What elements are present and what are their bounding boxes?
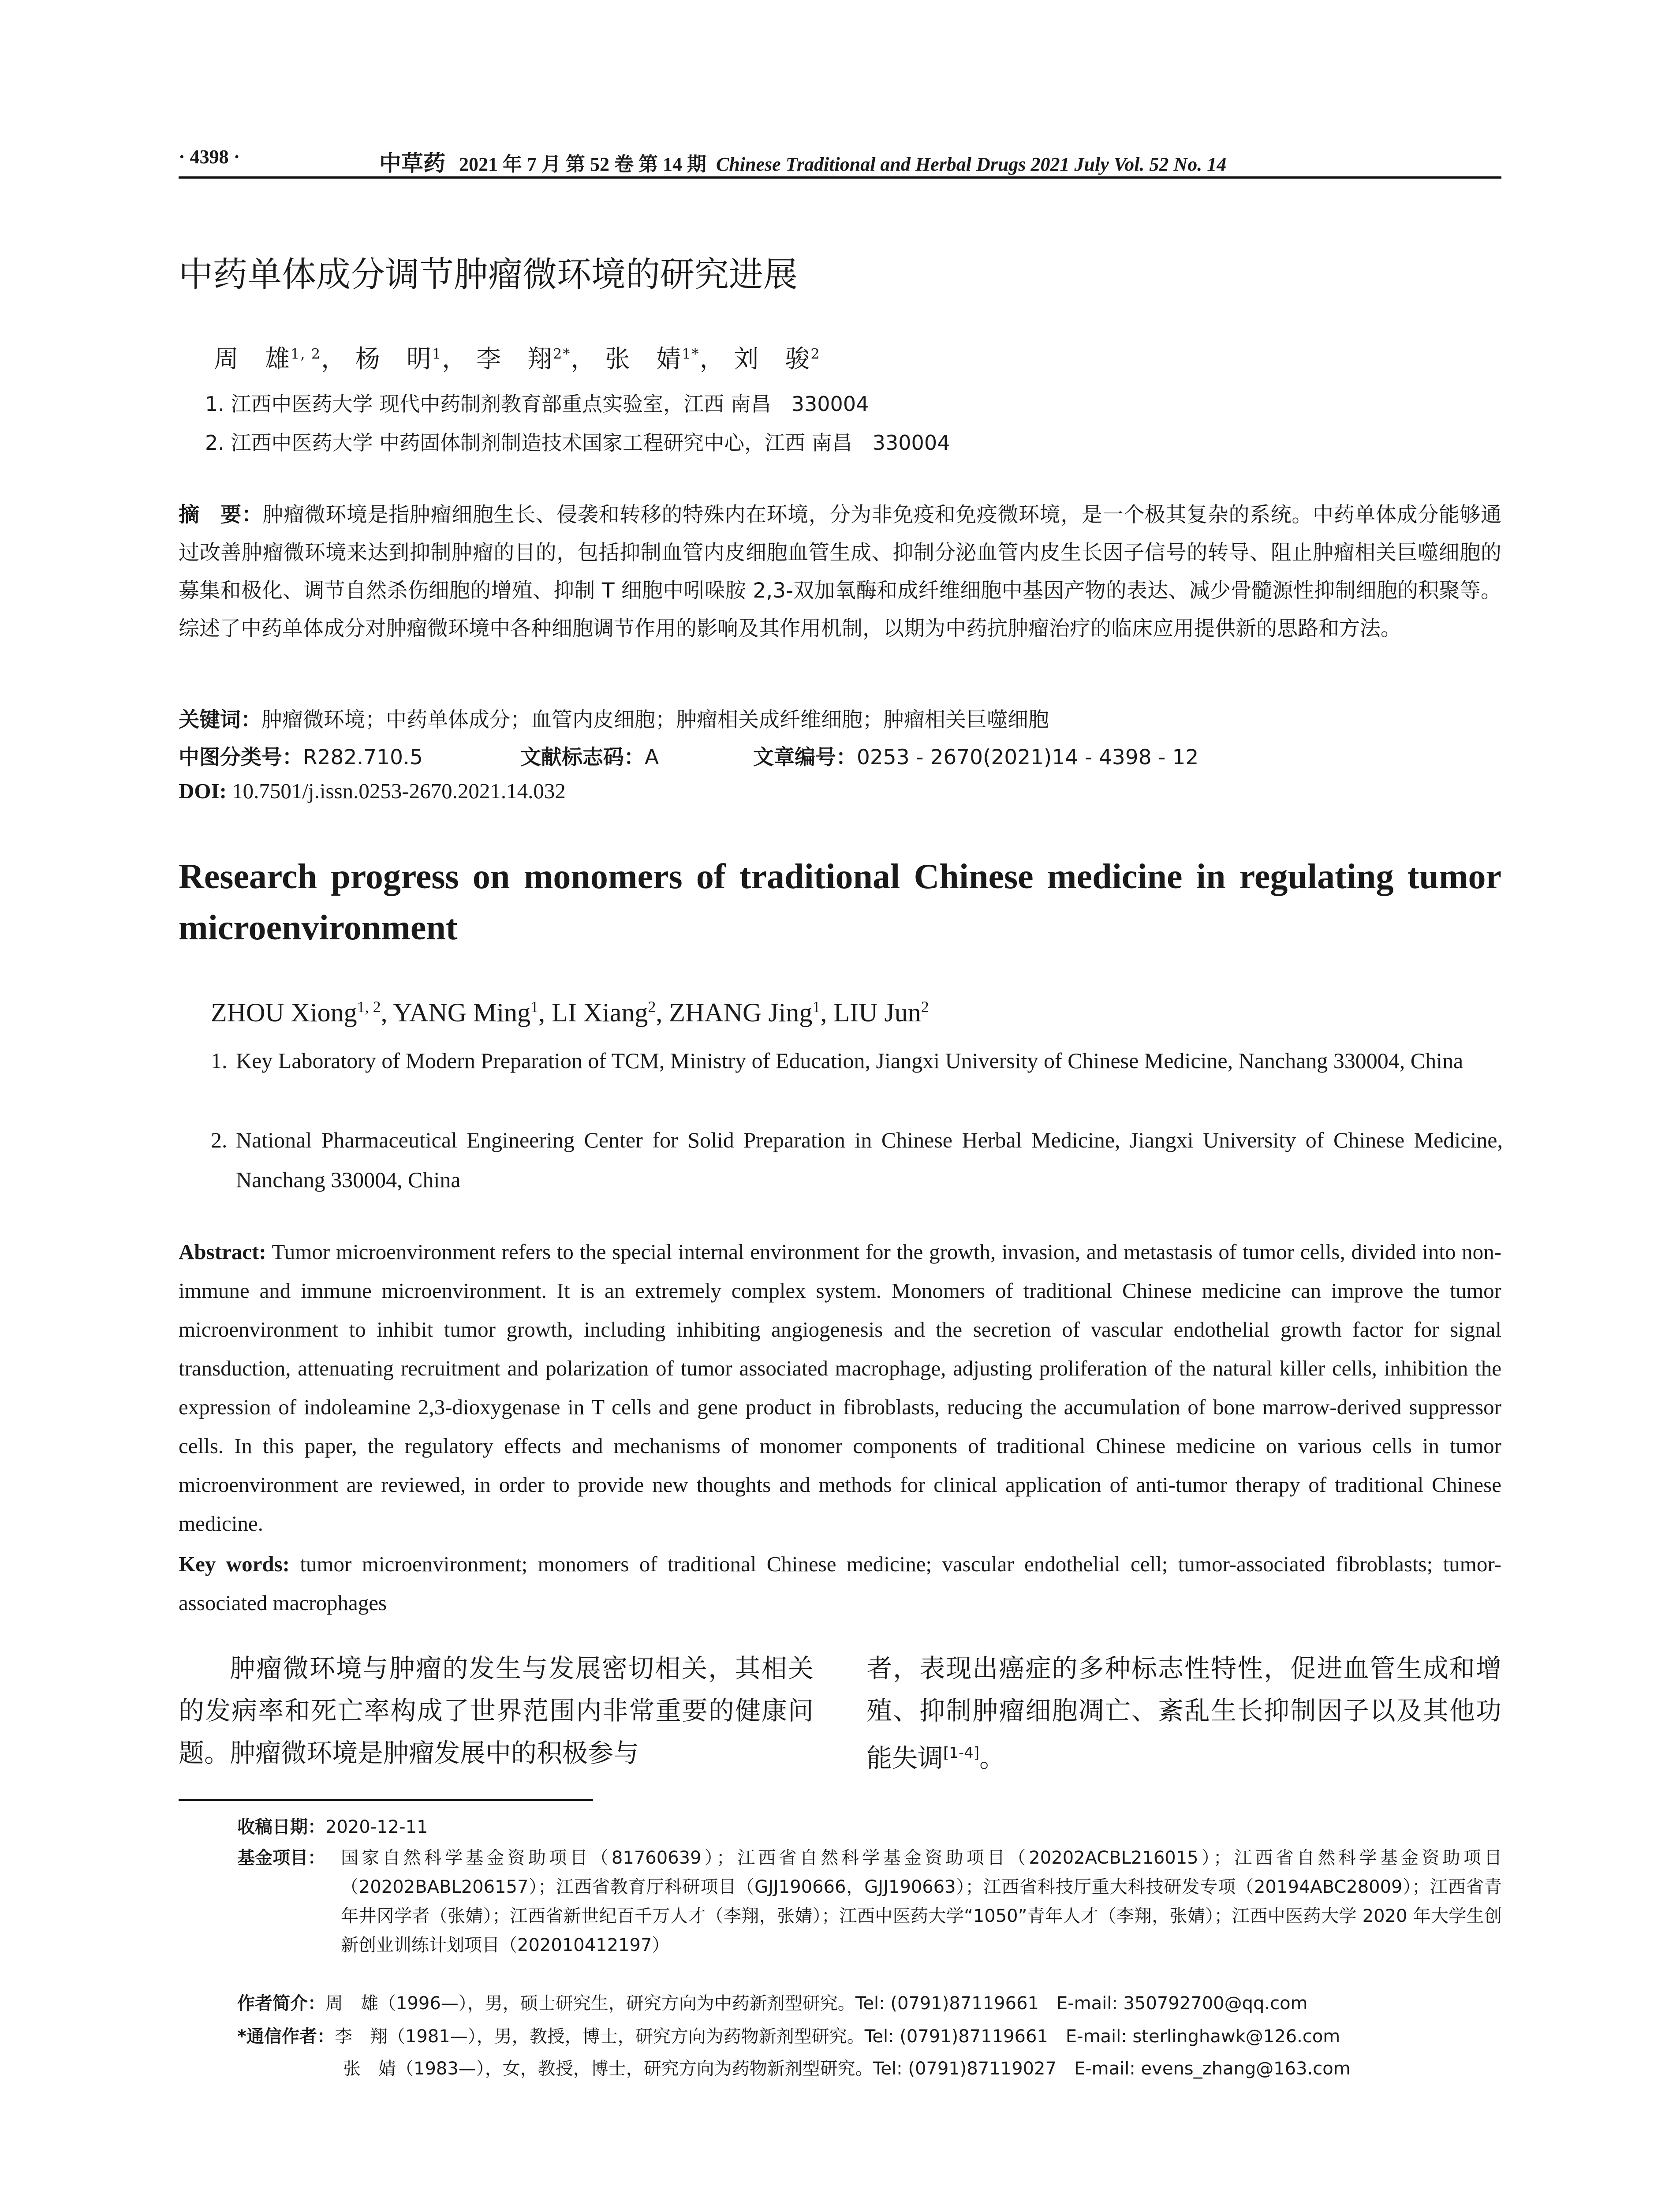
en-abstract-label: Abstract: [179, 1240, 266, 1264]
cn-keywords [179, 703, 1049, 733]
en-author: ZHANG Jing [669, 998, 813, 1027]
funding-note [237, 1843, 1502, 1960]
cn-author-sup: 2* [553, 345, 571, 363]
author-bio-label: 作者简介： [237, 1993, 325, 2014]
cn-author: 杨 明 [355, 345, 432, 374]
clc-label: 中图分类号： [179, 745, 303, 770]
cn-abstract-text: 肿瘤微环境是指肿瘤细胞生长、侵袭和转移的特殊内在环境，分为非免疫和免疫微环境，是一个极其复杂的系统。中药单体成分能够通过改善肿瘤微环境来达到抑制肿瘤的目的，包括抑制血管内皮细胞血管生成、抑制分泌血管内皮生长因子信号的转导、阻止肿瘤相关巨噬细胞的募集和极化、调节自然杀伤细胞的增殖、抑制 T 细胞中吲哚胺 2,3-双加氧酶和成纤维细胞中基因产物的表达、减少骨髓源性抑制细胞的积聚等。综述了中药单体成分对肿瘤微环境中各种细胞调节作用的影响及其作用机制，以期为中药抗肿瘤治疗的临床应用提供新的思路和方法。 [179, 503, 1502, 641]
page-number: · 4398 · [179, 146, 240, 168]
cn-affiliation-2: 2. 江西中医药大学 中药固体制剂制造技术国家工程研究中心，江西 南昌 330004 [205, 431, 950, 455]
cn-author: 刘 骏 [734, 345, 811, 374]
doi-value: 10.7501/j.issn.0253-2670.2021.14.032 [232, 779, 566, 803]
cn-abstract-label: 摘 要： [179, 503, 263, 527]
doc-code-value: A [645, 745, 659, 770]
en-title: Research progress on monomers of traditional Chinese medicine in regulating tumor microenvironment [179, 857, 1501, 947]
doc-code-label: 文献标志码： [520, 745, 645, 770]
clc-value: R282.710.5 [303, 745, 423, 770]
cn-authors: 周 雄$^{1, 2}$， 杨 明$^1$， 李 翔$^{2*}$， 张 婧$^{1*}$， 刘 骏$^2$ [214, 345, 821, 374]
cn-affiliation-1: 1. 江西中医药大学 现代中药制剂教育部重点实验室，江西 南昌 330004 [205, 392, 869, 416]
en-keywords [179, 1545, 1501, 1622]
en-author-sup: 1, 2 [357, 998, 381, 1016]
cn-abstract [179, 496, 1501, 648]
en-affiliation-number: 1. [211, 1048, 228, 1073]
footnote-rule [179, 1799, 593, 1801]
cn-keywords-text: 肿瘤微环境；中药单体成分；血管内皮细胞；肿瘤相关成纤维细胞；肿瘤相关巨噬细胞 [261, 708, 1049, 732]
cn-author-sup: 1, 2 [291, 345, 321, 363]
en-author-sup: 2 [921, 998, 929, 1016]
article-no-label: 文章编号： [753, 745, 857, 770]
author-bio-text: 周 雄（1996—），男，硕士研究生，研究方向为中药新剂型研究。Tel: (0791)87119661 E-mail: 350792700@qq.com [325, 1993, 1308, 2014]
body-right-end: 。 [979, 1743, 1005, 1773]
funding-text: 国家自然科学基金资助项目（81760639）；江西省自然科学基金资助项目（20202ACBL216015）；江西省自然科学基金资助项目（20202BABL206157）；江西省教育厅科研项目（GJJ190666，GJJ190663）；江西省科技厅重大科技研发专项（20194ABC28009）；江西省青年井冈学者（张婧）；江西省新世纪百千万人才（李翔，张婧）；江西中医药大学“1050”青年人才（李翔，张婧）；江西中医药大学 2020 年大学生创新创业训练计划项目（202010412197） [341, 1848, 1502, 1955]
en-author: LIU Jun [833, 998, 921, 1027]
cn-author-sup: 2 [810, 345, 821, 363]
en-authors: ZHOU Xiong$^{1, 2}$, YANG Ming$^1$, LI Xiang$^2$, ZHANG Jing$^1$, LIU Jun$^2$ [211, 998, 929, 1027]
cn-author: 周 雄 [214, 345, 291, 374]
running-header [179, 146, 1501, 176]
received-label: 收稿日期： [237, 1817, 325, 1837]
cn-keywords-label: 关键词： [179, 708, 261, 732]
body-column-left: 肿瘤微环境与肿瘤的发生与发展密切相关，其相关的发病率和死亡率构成了世界范围内非常重要的健康问题。肿瘤微环境是肿瘤发展中的积极参与 [179, 1653, 814, 1768]
issue-en: Chinese Traditional and Herbal Drugs 2021 July Vol. 52 No. 14 [716, 153, 1227, 175]
doi-label: DOI: [179, 779, 227, 803]
en-affiliation-2 [211, 1120, 1503, 1200]
en-author-sup: 1 [530, 998, 539, 1016]
en-abstract [179, 1233, 1501, 1543]
article-no-value: 0253 - 2670(2021)14 - 4398 - 12 [857, 745, 1199, 770]
en-author: ZHOU Xiong [211, 998, 357, 1027]
author-bio [237, 1989, 1502, 2018]
article-no-group [753, 741, 1198, 770]
citation-ref: [1-4] [943, 1744, 980, 1762]
cn-author: 李 翔 [476, 345, 553, 374]
en-author: YANG Ming [393, 998, 531, 1027]
body-right-text: 者，表现出癌症的多种标志性特性，促进血管生成和增殖、抑制肿瘤细胞凋亡、紊乱生长抑制因子以及其他功能失调 [866, 1653, 1501, 1773]
corr-text-1: 李 翔（1981—），男，教授，博士，研究方向为药物新剂型研究。Tel: (0791)87119661 E-mail: sterlinghawk@126.com [334, 2026, 1340, 2047]
cn-classification-line [179, 741, 1501, 770]
en-keywords-label: Key words: [179, 1552, 290, 1576]
en-abstract-text: Tumor microenvironment refers to the special internal environment for the growth, invasion, and metastasis of tumor cells, divided into non-immune and immune microenvironment. It is an extremely complex system. Monomers of traditional Chinese medicine can improve the tumor microenvironment to inhibit tumor growth, including inhibiting angiogenesis and the secretion of vascular endothelial growth factor for signal transduction, attenuating recruitment and polarization of tumor associated macrophage, adjusting proliferation of the natural killer cells, inhibition the expression of indoleamine 2,3-dioxygenase in T cells and gene product in fibroblasts, reducing the accumulation of bone marrow-derived suppressor cells. In this paper, the regulatory effects and mechanisms of monomer components of traditional Chinese medicine on various cells in tumor microenvironment are reviewed, in order to provide new thoughts and methods for clinical application of anti-tumor therapy of traditional Chinese medicine. [179, 1240, 1501, 1536]
corresponding-author-2: 张 婧（1983—），女，教授，博士，研究方向为药物新剂型研究。Tel: (0791)87119027 E-mail: evens_zhang@163.com [343, 2059, 1351, 2079]
header-rule [179, 176, 1501, 179]
journal-brand: 中草药 [379, 150, 445, 176]
cn-author-sup: 1 [432, 345, 442, 363]
journal-info [379, 146, 1226, 177]
funding-label: 基金项目： [237, 1848, 325, 1868]
en-affiliation-number: 2. [211, 1128, 228, 1152]
received-date [237, 1813, 428, 1842]
en-author: LI Xiang [552, 998, 648, 1027]
issue-cn: 2021 年 7 月 第 52 卷 第 14 期 [459, 153, 706, 175]
body-column-right [866, 1647, 1501, 1779]
en-affiliation-text: National Pharmaceutical Engineering Center for Solid Preparation in Chinese Herbal Medicine, Jiangxi University of Chinese Medicine, Nanchang 330004, China [236, 1128, 1503, 1192]
corresponding-author-1 [237, 2022, 1502, 2051]
en-affiliation-text: Key Laboratory of Modern Preparation of TCM, Ministry of Education, Jiangxi University of Chinese Medicine, Nanchang 330004, China [236, 1048, 1463, 1073]
cn-title: 中药单体成分调节肿瘤微环境的研究进展 [179, 255, 798, 295]
en-author-sup: 1 [812, 998, 821, 1016]
received-value: 2020-12-11 [325, 1817, 428, 1837]
corr-label: *通信作者： [237, 2026, 335, 2047]
clc-group [179, 741, 423, 770]
en-affiliation-1 [211, 1041, 1503, 1080]
doc-code-group [520, 741, 659, 770]
cn-author: 张 婧 [605, 345, 682, 374]
cn-author-sup: 1* [682, 345, 700, 363]
doi-line [179, 778, 566, 804]
en-keywords-text: tumor microenvironment; monomers of traditional Chinese medicine; vascular endothelial cell; tumor-associated fibroblasts; tumor-associated macrophages [179, 1552, 1502, 1615]
en-author-sup: 2 [648, 998, 656, 1016]
